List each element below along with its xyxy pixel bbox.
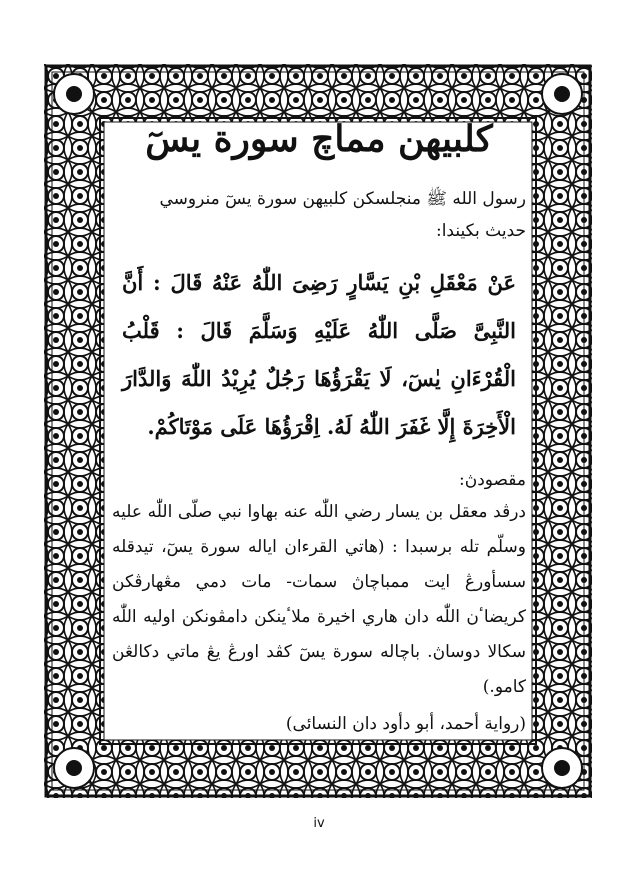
section-label: مقصودڽ: — [458, 470, 526, 491]
body-paragraph: درڤد معقل بن يسار رضي اللّٰه عنه بهاوا نبي صلّى اللّٰه عليه وسلّم تله برسبدا : (هاتي القرءان اياله سورة يسٓ، تيدقله سسأورڠ ايت ممباچاڽ سمات- مات دمي مڠهارڤكن كريضاٴن اللّٰه دان هاري اخيرة ملاٴينكن دامڤونكن اوليه اللّٰه سكالا دوساڽ. باچاله سورة يسٓ كڤد اورڠ يڠ ماتي دكالڠن كامو.) — [112, 502, 526, 698]
page-content — [112, 118, 526, 741]
hadith-arabic-text: عَنْ مَعْقَلِ بْنِ يَسَّارٍ رَضِىَ اللّٰهُ عَنْهُ قَالَ : أَنَّ النَّبِىَّ صَلَّى اللّٰهُ عَلَيْهِ وَسَلَّمَ قَالَ : قَلْبُ الْقُرْءَانِ يٰسٓ، لَا يَقْرَؤُهَا رَجُلٌ يُرِيْدُ اللّٰهَ وَالدَّارَ الْأَخِرَةَ إِلَّا غَفَرَ اللّٰهُ لَهُ. اِقْرَؤُهَا عَلَى مَوْتَاكُمْ. — [122, 270, 516, 440]
intro-line-1: رسول الله ﷺ منجلسكن كلبيهن سورة يسٓ منروسي — [159, 189, 526, 210]
page-title: كلبيهن مماچ سورة يسٓ — [145, 118, 493, 160]
narration-citation: (رواية أحمد، أبو دأود دان النسائى) — [285, 714, 526, 735]
page-number: iv — [313, 816, 325, 831]
intro-line-2: حديث بكيندا: — [435, 221, 526, 242]
